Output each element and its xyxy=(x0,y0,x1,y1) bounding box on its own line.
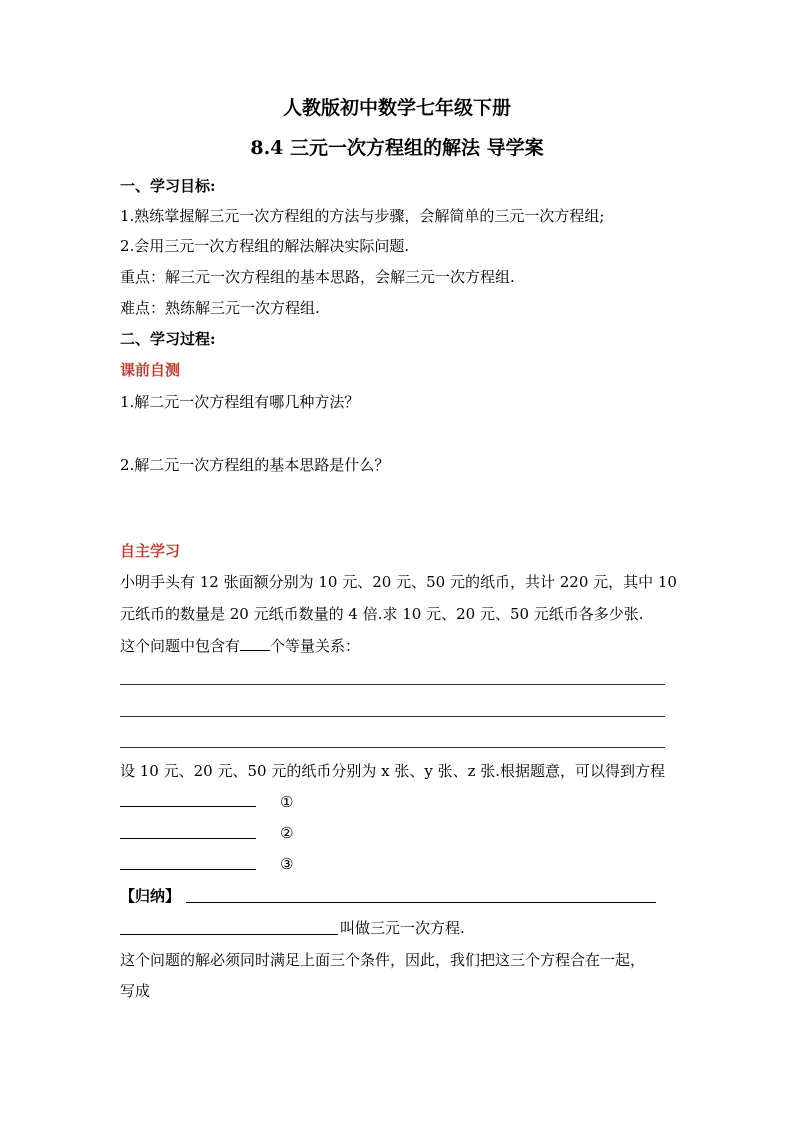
pretest-heading: 课前自测 xyxy=(120,361,181,379)
conclusion-line-2: 写成 xyxy=(120,982,151,1000)
summary-label: 【归纳】 xyxy=(120,887,181,905)
conclusion-line-1: 这个问题的解必须同时满足上面三个条件，因此，我们把这三个方程合在一起， xyxy=(120,951,646,969)
summary-blank[interactable] xyxy=(186,902,656,903)
equation-blank-3[interactable] xyxy=(120,869,256,870)
equation-marker-2: ② xyxy=(280,824,294,842)
answer-line-2[interactable] xyxy=(120,716,665,717)
relation-suffix: 个等量关系： xyxy=(270,637,361,655)
lesson-title: 8.4 三元一次方程组的解法 导学案 xyxy=(250,137,544,159)
pretest-question-1: 1.解二元一次方程组有哪几种方法？ xyxy=(120,393,360,411)
self-study-heading: 自主学习 xyxy=(120,542,181,560)
setup-line: 设 10 元、20 元、50 元的纸币分别为 x 张、y 张、z 张.根据题意，可以得到方程 xyxy=(120,762,666,780)
relation-prefix: 这个问题中包含有 xyxy=(120,637,241,655)
problem-line-1: 小明手头有 12 张面额分别为 10 元、20 元、50 元的纸币，共计 220 元，其中 10 xyxy=(120,573,677,591)
process-heading: 二、学习过程: xyxy=(120,330,216,348)
difficulty-point: 难点：熟练解三元一次方程组. xyxy=(120,299,320,317)
definition-blank[interactable] xyxy=(120,934,338,935)
equation-blank-1[interactable] xyxy=(120,806,256,807)
answer-line-3[interactable] xyxy=(120,747,665,748)
pretest-question-2: 2.解二元一次方程组的基本思路是什么？ xyxy=(120,456,390,474)
document-title: 人教版初中数学七年级下册 xyxy=(282,97,511,119)
objective-item-2: 2.会用三元一次方程组的解法解决实际问题. xyxy=(120,237,410,255)
objective-item-1: 1.熟练掌握解三元一次方程组的方法与步骤，会解简单的三元一次方程组; xyxy=(120,207,605,225)
equation-marker-3: ③ xyxy=(280,855,294,873)
answer-line-1[interactable] xyxy=(120,684,665,685)
problem-line-2: 元纸币的数量是 20 元纸币数量的 4 倍.求 10 元、20 元、50 元纸币各多少张. xyxy=(120,605,644,623)
equation-marker-1: ① xyxy=(280,793,294,811)
objectives-heading: 一、学习目标: xyxy=(120,177,216,195)
relation-count-blank[interactable] xyxy=(240,636,270,651)
equation-blank-2[interactable] xyxy=(120,838,256,839)
key-point: 重点：解三元一次方程组的基本思路，会解三元一次方程组. xyxy=(120,268,515,286)
definition-suffix: 叫做三元一次方程. xyxy=(340,919,465,937)
relation-count-line xyxy=(120,636,360,656)
